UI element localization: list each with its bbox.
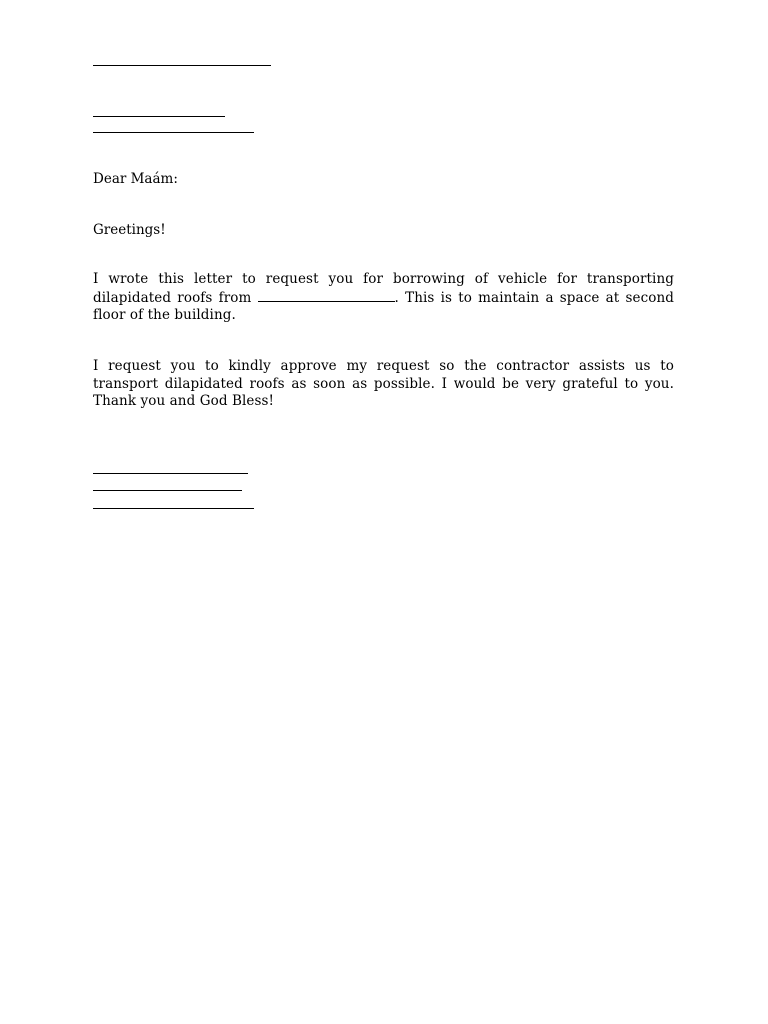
paragraph-1-text-end: . This is to maintain a space at second floor of the building.: [93, 289, 674, 323]
body-paragraph-2: I request you to kindly approve my request so the contractor assists us to transport dilapidated roofs as soon as possible. I would be very grateful to you. Thank you and God Bless!: [93, 358, 674, 409]
date-blank-line: [93, 65, 271, 66]
signatory-position-blank-line: [93, 508, 254, 509]
body-paragraph-1: [93, 271, 674, 325]
location-blank-line: [258, 289, 395, 302]
greeting: Greetings!: [93, 222, 166, 238]
paragraph-1-text-start: I wrote this letter to request you for borrowing of vehicle for transporting dilapidated roofs from: [93, 271, 674, 306]
recipient-position-blank-line: [93, 132, 254, 133]
signatory-name-blank-line: [93, 490, 242, 491]
recipient-name-blank-line: [93, 116, 225, 117]
salutation: Dear Maám:: [93, 171, 178, 187]
signature-blank-line: [93, 473, 248, 474]
